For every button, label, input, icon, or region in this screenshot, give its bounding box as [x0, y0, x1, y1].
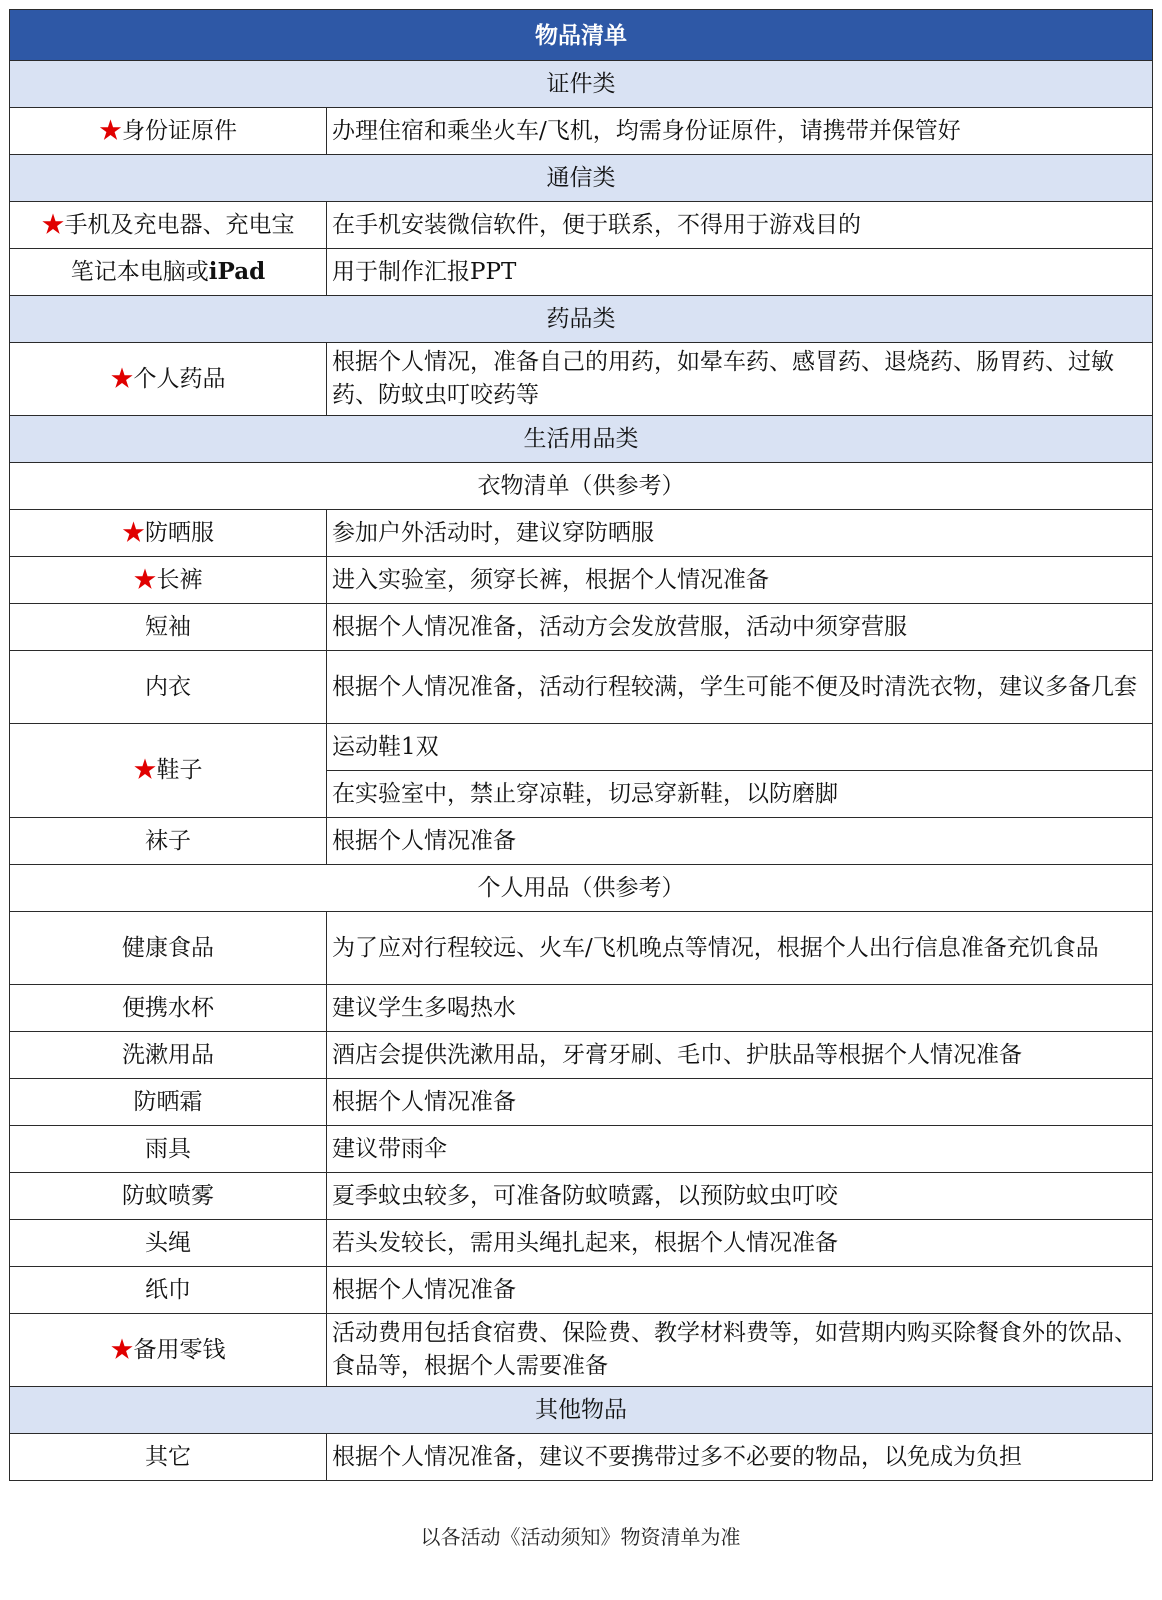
item-name: 笔记本电脑或	[70, 259, 209, 285]
packing-list-table	[9, 9, 1153, 1481]
required-star-icon: ★	[110, 1336, 134, 1363]
item-cell	[10, 1314, 327, 1387]
item-description: 用于制作汇报PPT	[327, 249, 1153, 296]
table-row	[10, 651, 1153, 724]
item-name: 长裤	[156, 566, 203, 593]
item-cell	[10, 343, 327, 416]
table-row	[10, 818, 1153, 865]
item-name: 身份证原件	[122, 117, 237, 144]
item-description: 参加户外活动时，建议穿防晒服	[327, 510, 1153, 557]
item-description: 根据个人情况准备，活动行程较满，学生可能不便及时清洗衣物，建议多备几套	[327, 651, 1153, 724]
required-star-icon: ★	[122, 519, 145, 546]
item-name: 短袖	[10, 604, 327, 651]
item-name: 雨具	[10, 1126, 327, 1173]
item-name: 便携水杯	[10, 985, 327, 1032]
footer-note: 以各活动《活动须知》物资清单为准	[420, 1525, 741, 1549]
item-description: 建议带雨伞	[327, 1126, 1153, 1173]
item-description: 活动费用包括食宿费、保险费、教学材料费等，如营期内购买除餐食外的饮品、食品等，根据个人需要准备	[327, 1314, 1153, 1387]
item-description: 在手机安装微信软件，便于联系，不得用于游戏目的	[327, 202, 1153, 249]
table-row	[10, 604, 1153, 651]
item-cell	[10, 510, 327, 557]
item-name: 健康食品	[10, 912, 327, 985]
item-cell	[10, 202, 327, 249]
item-name: 头绳	[10, 1220, 327, 1267]
item-description: 酒店会提供洗漱用品，牙膏牙刷、毛巾、护肤品等根据个人情况准备	[327, 1032, 1153, 1079]
item-description: 根据个人情况准备，建议不要携带过多不必要的物品，以免成为负担	[327, 1434, 1153, 1481]
item-description: 为了应对行程较远、火车/飞机晚点等情况，根据个人出行信息准备充饥食品	[327, 912, 1153, 985]
item-name: 防晒霜	[10, 1079, 327, 1126]
item-description: 在实验室中，禁止穿凉鞋，切忌穿新鞋，以防磨脚	[327, 771, 1153, 818]
table-row	[10, 1434, 1153, 1481]
category-header-documents: 证件类	[10, 61, 1153, 108]
required-star-icon: ★	[41, 211, 65, 238]
item-description: 根据个人情况准备，活动方会发放营服，活动中须穿营服	[327, 604, 1153, 651]
item-description: 建议学生多喝热水	[327, 985, 1153, 1032]
table-row	[10, 1173, 1153, 1220]
item-description: 根据个人情况准备	[327, 818, 1153, 865]
category-header-medicine: 药品类	[10, 296, 1153, 343]
item-name-emphasis: iPad	[208, 258, 266, 285]
item-cell	[10, 557, 327, 604]
table-row	[10, 1314, 1153, 1387]
table-row	[10, 1126, 1153, 1173]
table-row	[10, 1032, 1153, 1079]
item-name: 鞋子	[156, 757, 203, 783]
table-row	[10, 202, 1153, 249]
item-description: 根据个人情况准备	[327, 1267, 1153, 1314]
item-name: 内衣	[10, 651, 327, 724]
item-description: 根据个人情况，准备自己的用药，如晕车药、感冒药、退烧药、肠胃药、过敏药、防蚊虫叮咬药等	[327, 343, 1153, 416]
item-name: 纸巾	[10, 1267, 327, 1314]
item-name: 个人药品	[133, 365, 226, 392]
required-star-icon: ★	[110, 365, 134, 392]
item-description: 夏季蚊虫较多，可准备防蚊喷露，以预防蚊虫叮咬	[327, 1173, 1153, 1220]
table-row	[10, 249, 1153, 296]
subcategory-header-clothing: 衣物清单（供参考）	[10, 463, 1153, 510]
item-name: 防蚊喷雾	[10, 1173, 327, 1220]
item-description: 根据个人情况准备	[327, 1079, 1153, 1126]
table-row	[10, 557, 1153, 604]
item-cell	[10, 108, 327, 155]
item-name: 手机及充电器、充电宝	[64, 211, 295, 238]
item-name: 备用零钱	[133, 1336, 226, 1363]
item-cell	[10, 724, 327, 818]
table-row	[10, 1220, 1153, 1267]
table-row	[10, 343, 1153, 416]
item-description: 进入实验室，须穿长裤，根据个人情况准备	[327, 557, 1153, 604]
table-row	[10, 510, 1153, 557]
item-cell	[10, 249, 327, 296]
item-name: 洗漱用品	[10, 1032, 327, 1079]
table-row	[10, 985, 1153, 1032]
table-row	[10, 912, 1153, 985]
item-name: 袜子	[10, 818, 327, 865]
table-row	[10, 1079, 1153, 1126]
required-star-icon: ★	[99, 117, 122, 144]
item-description: 运动鞋1双	[327, 724, 1153, 771]
required-star-icon: ★	[133, 757, 157, 783]
subcategory-header-personal: 个人用品（供参考）	[10, 865, 1153, 912]
table-row	[10, 108, 1153, 155]
item-description: 若头发较长，需用头绳扎起来，根据个人情况准备	[327, 1220, 1153, 1267]
category-header-daily: 生活用品类	[10, 416, 1153, 463]
required-star-icon: ★	[133, 566, 157, 593]
category-header-communication: 通信类	[10, 155, 1153, 202]
table-row	[10, 1267, 1153, 1314]
table-row	[10, 724, 1153, 771]
category-header-other: 其他物品	[10, 1387, 1153, 1434]
sheet-title: 物品清单	[10, 10, 1153, 61]
item-name: 防晒服	[145, 519, 214, 546]
item-description: 办理住宿和乘坐火车/飞机，均需身份证原件，请携带并保管好	[327, 108, 1153, 155]
item-name: 其它	[10, 1434, 327, 1481]
